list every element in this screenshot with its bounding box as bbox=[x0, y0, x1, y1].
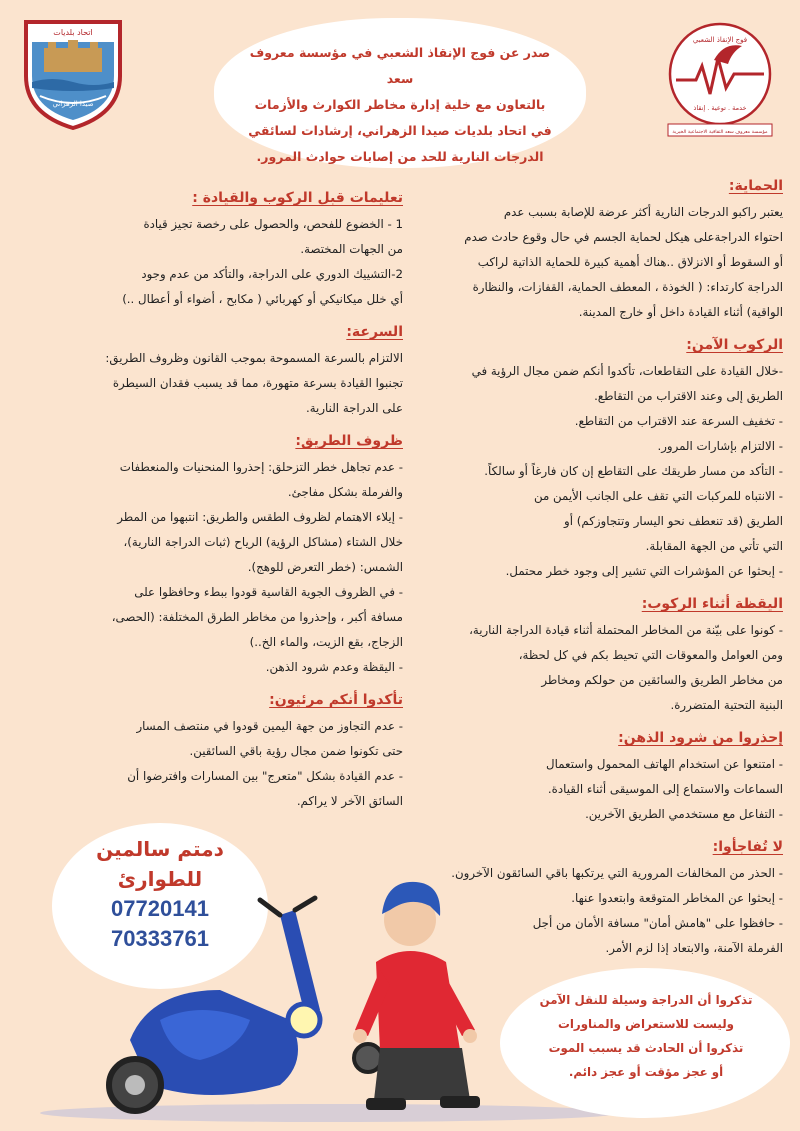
section-before-riding bbox=[18, 184, 403, 312]
section-line: الزجاج، بقع الزيت، والماء الخ..) bbox=[249, 635, 403, 649]
section-title: الركوب الآمن: bbox=[686, 337, 783, 353]
section-line: - إبحثوا عن المؤشرات التي تشير إلى وجود خطر محتمل. bbox=[505, 564, 783, 578]
reminder-line: تذكروا أن الحادث قد يسبب الموت bbox=[548, 1041, 744, 1055]
logo-right-text-mid: خدمة . توعية . إنقاذ bbox=[693, 104, 747, 112]
left-column bbox=[18, 184, 403, 820]
section-line: - تخفيف السرعة عند الاقتراب من التقاطع. bbox=[574, 414, 783, 428]
section-line: حتى تكونوا ضمن مجال رؤية باقي السائقين. bbox=[189, 744, 403, 758]
section-title: ظروف الطريق: bbox=[295, 433, 403, 449]
section-line: - التفاعل مع مستخدمي الطريق الآخرين. bbox=[585, 807, 783, 821]
section-line: - اليقظة وعدم شرود الذهن. bbox=[265, 660, 403, 674]
section-line: - إبحثوا عن المخاطر المتوقعة وابتعدوا عنها. bbox=[571, 891, 783, 905]
section-safe-riding bbox=[418, 331, 783, 584]
intro-text bbox=[240, 40, 560, 170]
popular-rescue-logo bbox=[662, 20, 778, 138]
section-line: - الانتباه للمركبات التي تقف على الجانب الأيمن من bbox=[534, 489, 783, 503]
section-title: إحذروا من شرود الذهن: bbox=[618, 730, 783, 746]
section-protection bbox=[418, 172, 783, 325]
reminder-line: تذكروا أن الدراجة وسيلة للنقل الآمن bbox=[539, 993, 753, 1007]
logo-left-text-top: اتحاد بلديات bbox=[53, 28, 93, 37]
intro-line: صدر عن فوج الإنقاذ الشعبي في مؤسسة معروف سعد bbox=[249, 45, 551, 86]
logo-right-text-bottom: مؤسسة معروف سعد الثقافية الاجتماعية الخيرية bbox=[672, 130, 768, 135]
hotline-title-1: دمتم سالمين bbox=[96, 837, 224, 861]
section-line: - الالتزام بإشارات المرور. bbox=[657, 439, 783, 453]
section-line: - عدم القيادة بشكل "متعرج" بين المسارات وافترضوا أن bbox=[127, 769, 403, 783]
section-road-conditions bbox=[18, 427, 403, 680]
section-line: أو السقوط أو الانزلاق ..هناك أهمية كبيرة للحماية الذاتية لراكب bbox=[477, 255, 783, 269]
section-line: الطريق إلى وعند الاقتراب من التقاطع. bbox=[594, 389, 783, 403]
section-title: السرعة: bbox=[346, 324, 403, 340]
section-title: تأكدوا أنكم مرئيون: bbox=[269, 692, 403, 708]
section-line: - امتنعوا عن استخدام الهاتف المحمول واستعمال bbox=[546, 757, 783, 771]
section-line: مسافة أكبر ، وإحذروا من مخاطر الطرق المختلفة: (الحصى، bbox=[111, 610, 403, 624]
hotline-title-2: للطوارئ bbox=[117, 867, 203, 891]
section-line: - في الظروف الجوية القاسية قودوا ببطء وحافظوا على bbox=[134, 585, 403, 599]
section-line: السائق الآخر لا يراكم. bbox=[296, 794, 403, 808]
section-line: - إيلاء الاهتمام لظروف الطقس والطريق: انتبهوا من المطر bbox=[117, 510, 403, 524]
section-alertness bbox=[418, 590, 783, 718]
section-line: من مخاطر الطريق والسائقين من حولكم ومخاطر bbox=[541, 673, 783, 687]
section-distraction bbox=[418, 724, 783, 827]
section-line: الفرملة الآمنة، والابتعاد إذا لزم الأمر. bbox=[605, 941, 783, 955]
section-line: - كونوا على بيّنة من المخاطر المحتملة أثناء قيادة الدراجة النارية، bbox=[469, 623, 783, 637]
section-line: الالتزام بالسرعة المسموحة بموجب القانون وظروف الطريق: bbox=[105, 351, 403, 365]
hotline-phone-2: 70333761 bbox=[111, 926, 209, 951]
section-line: 1 - الخضوع للفحص، والحصول على رخصة تجيز قيادة bbox=[143, 217, 403, 231]
section-line: خلال الشتاء (مشاكل الرؤية) الرياح (ثبات الدراجة النارية)، bbox=[123, 535, 403, 549]
logo-left-text-bottom: صيدا الزهراني bbox=[52, 100, 94, 108]
reminder-line: وليست للاستعراض والمناورات bbox=[558, 1017, 734, 1031]
section-line: البنية التحتية المتضررة. bbox=[670, 698, 783, 712]
intro-line: بالتعاون مع خلية إدارة مخاطر الكوارث والأزمات bbox=[254, 97, 546, 112]
reminder-text bbox=[512, 988, 780, 1084]
section-line: يعتبر راكبو الدرجات النارية أكثر عرضة للإصابة بسبب عدم bbox=[503, 205, 783, 219]
section-line: على الدراجة النارية. bbox=[305, 401, 403, 415]
section-line: تجنبوا القيادة بسرعة متهورة، مما قد يسبب فقدان السيطرة bbox=[112, 376, 403, 390]
fallen-motorcycle-illustration bbox=[90, 870, 520, 1120]
section-line: من الجهات المختصة. bbox=[300, 242, 403, 256]
section-title: تعليمات قبل الركوب والقيادة : bbox=[192, 190, 403, 206]
right-column bbox=[418, 172, 783, 967]
section-line: - عدم تجاهل خطر التزحلق: إحذروا المنحنيات والمنعطفات bbox=[119, 460, 403, 474]
intro-line: في اتحاد بلديات صيدا الزهراني، إرشادات لسائقي bbox=[248, 123, 552, 138]
section-line: - الحذر من المخالفات المرورية التي يرتكبها باقي السائقون الآخرون. bbox=[451, 866, 783, 880]
section-line: - عدم التجاوز من جهة اليمين قودوا في منتصف المسار bbox=[136, 719, 403, 733]
section-line: والفرملة بشكل مفاجئ. bbox=[287, 485, 403, 499]
section-line: التي تأتي من الجهة المقابلة. bbox=[645, 539, 783, 553]
section-title: الحماية: bbox=[728, 178, 783, 194]
section-line: -خلال القيادة على التقاطعات، تأكدوا أنكم ضمن مجال الرؤية في bbox=[471, 364, 783, 378]
hotline-phone-1: 07720141 bbox=[111, 896, 209, 921]
section-line: ومن العوامل والمعوقات التي تحيط بكم في كل لحظة، bbox=[518, 648, 783, 662]
union-municipalities-logo bbox=[22, 18, 124, 130]
intro-line: الدرجات النارية للحد من إصابات حوادث المرور. bbox=[256, 149, 544, 164]
section-title: لا تُفاجأوا: bbox=[712, 839, 783, 855]
reminder-line: أو عجز مؤقت أو عجز دائم. bbox=[568, 1065, 724, 1079]
section-speed bbox=[18, 318, 403, 421]
logo-right-text-top: فوج الإنقاذ الشعبي bbox=[692, 36, 748, 44]
section-line: أي خلل ميكانيكي أو كهربائي ( مكابح ، أضواء أو أعطال ..) bbox=[122, 292, 403, 306]
section-line: احتواء الدراجةعلى هيكل لحماية الجسم في حال وقوع حادث صدم bbox=[464, 230, 783, 244]
section-visible bbox=[18, 686, 403, 814]
section-line: - التأكد من مسار طريقك على التقاطع إن كان فارغاً أو سالكاً. bbox=[484, 464, 783, 478]
section-line: الواقية) أثناء القيادة داخل أو خارج المدينة. bbox=[578, 305, 783, 319]
section-line: الطريق (قد تنعطف نحو اليسار وتتجاوزكم) أو bbox=[564, 514, 783, 528]
section-line: الشمس: (خطر التعرض للوهج). bbox=[247, 560, 403, 574]
section-line: الدراجة كارتداء: ( الخوذة ، المعطف الحماية، القفازات، والنظارة bbox=[472, 280, 783, 294]
section-line: 2-التشييك الدوري على الدراجة، والتأكد من عدم وجود bbox=[141, 267, 403, 281]
section-line: - حافظوا على "هامش أمان" مسافة الأمان من أجل bbox=[532, 916, 783, 930]
section-line: السماعات والاستماع إلى الموسيقى أثناء القيادة. bbox=[547, 782, 783, 796]
section-title: اليقظة أثناء الركوب: bbox=[641, 596, 783, 612]
